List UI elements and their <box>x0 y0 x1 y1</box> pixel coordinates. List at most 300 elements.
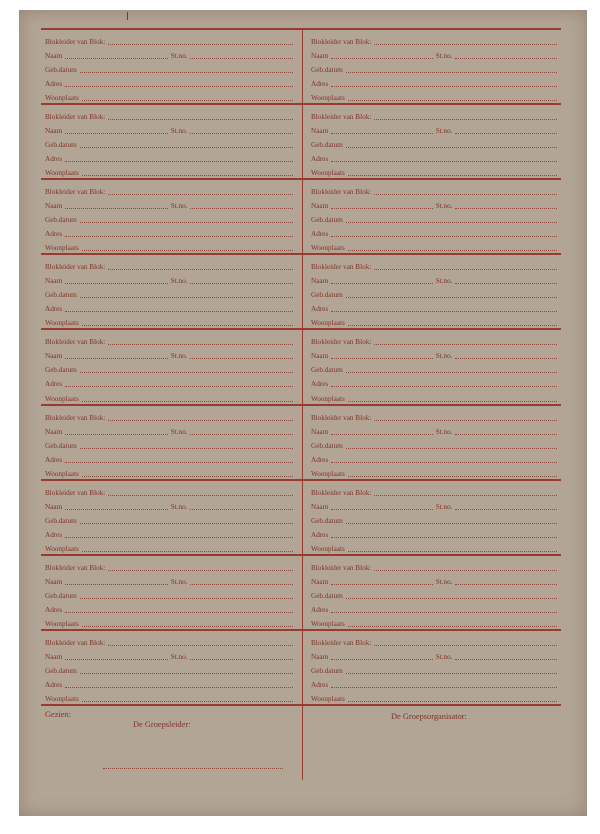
gebdatum-row <box>45 136 293 150</box>
blokleider-label: Blokleider van Blok: <box>45 563 106 572</box>
blokleider-label: Blokleider van Blok: <box>311 188 372 197</box>
adres-row <box>45 300 293 314</box>
gebdatum-field[interactable] <box>80 297 293 298</box>
ink-mark <box>127 12 128 20</box>
naam-field[interactable] <box>65 584 168 585</box>
woonplaats-field[interactable] <box>82 100 293 101</box>
gebdatum-row <box>45 437 293 451</box>
woonplaats-label: Woonplaats <box>311 469 345 478</box>
gebdatum-row <box>311 136 557 150</box>
adres-label: Adres <box>311 455 329 464</box>
stno-label: St.no. <box>170 277 188 286</box>
blokleider-field[interactable] <box>374 645 557 646</box>
woonplaats-label: Woonplaats <box>311 169 345 178</box>
blokleider-row <box>45 258 293 272</box>
woonplaats-row <box>45 465 293 479</box>
gebdatum-row <box>311 437 557 451</box>
blokleider-row <box>311 183 557 197</box>
woonplaats-field[interactable] <box>348 626 557 627</box>
woonplaats-row <box>45 390 293 404</box>
signature-line[interactable] <box>103 768 283 769</box>
woonplaats-field[interactable] <box>348 100 557 101</box>
woonplaats-field[interactable] <box>348 476 557 477</box>
naam-field[interactable] <box>331 283 433 284</box>
naam-label: Naam <box>45 427 63 436</box>
gebdatum-row <box>311 61 557 75</box>
stno-field[interactable] <box>455 434 557 435</box>
gebdatum-field[interactable] <box>346 448 557 449</box>
blokleider-label: Blokleider van Blok: <box>311 638 372 647</box>
naam-label: Naam <box>311 52 329 61</box>
gebdatum-field[interactable] <box>80 598 293 599</box>
woonplaats-row <box>311 690 557 704</box>
entry-block <box>41 105 301 180</box>
naam-label: Naam <box>45 652 63 661</box>
gebdatum-label: Geb.datum <box>45 141 77 150</box>
stno-field[interactable] <box>190 208 293 209</box>
adres-row <box>311 451 557 465</box>
blokleider-row <box>45 559 293 573</box>
woonplaats-label: Woonplaats <box>45 94 79 103</box>
blokleider-label: Blokleider van Blok: <box>45 638 106 647</box>
stno-field[interactable] <box>455 133 557 134</box>
blokleider-label: Blokleider van Blok: <box>45 488 106 497</box>
blokleider-field[interactable] <box>108 119 293 120</box>
entry-block <box>41 406 301 481</box>
adres-field[interactable] <box>65 86 293 87</box>
paper-sheet <box>19 10 587 816</box>
gebdatum-label: Geb.datum <box>311 591 343 600</box>
blokleider-label: Blokleider van Blok: <box>45 38 106 46</box>
blokleider-label: Blokleider van Blok: <box>311 413 372 422</box>
naam-row <box>45 648 293 662</box>
woonplaats-label: Woonplaats <box>311 94 345 103</box>
adres-label: Adres <box>311 305 329 314</box>
naam-field[interactable] <box>65 283 168 284</box>
blokleider-label: Blokleider van Blok: <box>45 188 106 197</box>
blokleider-field[interactable] <box>374 194 557 195</box>
gebdatum-row <box>311 286 557 300</box>
woonplaats-label: Woonplaats <box>311 394 345 403</box>
stno-field[interactable] <box>190 584 293 585</box>
stno-label: St.no. <box>435 352 453 361</box>
stno-field[interactable] <box>455 584 557 585</box>
adres-row <box>311 375 557 389</box>
adres-label: Adres <box>311 380 329 389</box>
naam-label: Naam <box>311 502 329 511</box>
naam-row <box>45 47 293 61</box>
stno-field[interactable] <box>190 434 293 435</box>
blokleider-field[interactable] <box>108 420 293 421</box>
naam-row <box>311 573 557 587</box>
blokleider-row <box>311 108 557 122</box>
blokleider-label: Blokleider van Blok: <box>311 563 372 572</box>
adres-field[interactable] <box>65 612 293 613</box>
naam-field[interactable] <box>65 133 168 134</box>
woonplaats-field[interactable] <box>348 175 557 176</box>
naam-label: Naam <box>311 202 329 211</box>
adres-label: Adres <box>45 80 63 89</box>
blokleider-field[interactable] <box>108 570 293 571</box>
adres-field[interactable] <box>65 161 293 162</box>
adres-row <box>45 451 293 465</box>
adres-label: Adres <box>45 155 63 164</box>
gebdatum-label: Geb.datum <box>45 591 77 600</box>
blokleider-field[interactable] <box>108 194 293 195</box>
naam-row <box>45 272 293 286</box>
woonplaats-row <box>45 239 293 253</box>
adres-field[interactable] <box>331 386 557 387</box>
gebdatum-field[interactable] <box>346 673 557 674</box>
blokleider-row <box>311 33 557 47</box>
blokleider-field[interactable] <box>374 269 557 270</box>
adres-field[interactable] <box>331 537 557 538</box>
blokleider-field[interactable] <box>108 269 293 270</box>
adres-row <box>311 150 557 164</box>
blokleider-label: Blokleider van Blok: <box>45 113 106 122</box>
adres-label: Adres <box>311 155 329 164</box>
woonplaats-field[interactable] <box>82 401 293 402</box>
naam-field[interactable] <box>331 659 433 660</box>
naam-row <box>311 272 557 286</box>
entry-block <box>301 105 561 180</box>
blokleider-field[interactable] <box>374 570 557 571</box>
woonplaats-row <box>311 164 557 178</box>
gebdatum-row <box>45 61 293 75</box>
blokleider-field[interactable] <box>108 645 293 646</box>
naam-field[interactable] <box>65 58 168 59</box>
blokleider-row <box>311 258 557 272</box>
naam-row <box>45 573 293 587</box>
stno-field[interactable] <box>190 358 293 359</box>
woonplaats-label: Woonplaats <box>45 544 79 553</box>
naam-field[interactable] <box>65 208 168 209</box>
stno-label: St.no. <box>435 127 453 136</box>
adres-label: Adres <box>311 680 329 689</box>
naam-row <box>311 47 557 61</box>
adres-row <box>45 676 293 690</box>
naam-field[interactable] <box>65 509 168 510</box>
stno-field[interactable] <box>455 358 557 359</box>
blokleider-row <box>311 409 557 423</box>
adres-field[interactable] <box>331 161 557 162</box>
stno-field[interactable] <box>190 659 293 660</box>
woonplaats-row <box>311 465 557 479</box>
woonplaats-field[interactable] <box>348 250 557 251</box>
gebdatum-field[interactable] <box>346 297 557 298</box>
naam-row <box>45 423 293 437</box>
adres-label: Adres <box>45 605 63 614</box>
entry-block <box>41 30 301 105</box>
gebdatum-row <box>311 587 557 601</box>
gebdatum-field[interactable] <box>80 523 293 524</box>
stno-field[interactable] <box>190 58 293 59</box>
groepsorganisator-label: De Groepsorganisator: <box>391 712 467 721</box>
gebdatum-row <box>311 662 557 676</box>
adres-row <box>311 75 557 89</box>
gebdatum-field[interactable] <box>346 523 557 524</box>
gebdatum-field[interactable] <box>80 448 293 449</box>
woonplaats-field[interactable] <box>348 701 557 702</box>
adres-label: Adres <box>311 530 329 539</box>
woonplaats-label: Woonplaats <box>45 394 79 403</box>
naam-field[interactable] <box>65 659 168 660</box>
adres-label: Adres <box>45 455 63 464</box>
entry-block <box>301 556 561 631</box>
gebdatum-field[interactable] <box>80 222 293 223</box>
gebdatum-label: Geb.datum <box>45 666 77 675</box>
entry-block <box>41 330 301 405</box>
adres-field[interactable] <box>331 86 557 87</box>
gebdatum-label: Geb.datum <box>45 216 77 225</box>
gebdatum-row <box>45 361 293 375</box>
woonplaats-row <box>311 390 557 404</box>
blokleider-row <box>45 333 293 347</box>
woonplaats-row <box>311 615 557 629</box>
woonplaats-field[interactable] <box>348 325 557 326</box>
naam-field[interactable] <box>331 584 433 585</box>
naam-field[interactable] <box>65 434 168 435</box>
woonplaats-field[interactable] <box>348 551 557 552</box>
adres-field[interactable] <box>331 236 557 237</box>
adres-label: Adres <box>311 605 329 614</box>
gebdatum-field[interactable] <box>346 598 557 599</box>
stno-field[interactable] <box>190 133 293 134</box>
adres-field[interactable] <box>65 537 293 538</box>
blokleider-row <box>311 634 557 648</box>
gebdatum-field[interactable] <box>80 72 293 73</box>
woonplaats-label: Woonplaats <box>45 169 79 178</box>
stno-label: St.no. <box>435 427 453 436</box>
blokleider-row <box>45 409 293 423</box>
woonplaats-label: Woonplaats <box>45 244 79 253</box>
entry-block <box>41 180 301 255</box>
blokleider-label: Blokleider van Blok: <box>311 113 372 122</box>
naam-row <box>311 648 557 662</box>
blokleider-label: Blokleider van Blok: <box>45 263 106 272</box>
adres-row <box>311 526 557 540</box>
adres-field[interactable] <box>331 687 557 688</box>
woonplaats-field[interactable] <box>348 401 557 402</box>
groepsleider-label: De Groepsleider: <box>133 720 191 729</box>
adres-field[interactable] <box>65 386 293 387</box>
naam-row <box>45 122 293 136</box>
stno-field[interactable] <box>190 283 293 284</box>
woonplaats-label: Woonplaats <box>45 469 79 478</box>
adres-row <box>45 150 293 164</box>
naam-field[interactable] <box>65 358 168 359</box>
blokleider-field[interactable] <box>374 119 557 120</box>
adres-field[interactable] <box>331 462 557 463</box>
adres-row <box>311 225 557 239</box>
naam-row <box>311 347 557 361</box>
woonplaats-field[interactable] <box>82 626 293 627</box>
naam-label: Naam <box>45 52 63 61</box>
blokleider-field[interactable] <box>108 344 293 345</box>
stno-label: St.no. <box>435 577 453 586</box>
gebdatum-label: Geb.datum <box>45 441 77 450</box>
naam-label: Naam <box>45 277 63 286</box>
naam-row <box>45 197 293 211</box>
stno-field[interactable] <box>455 283 557 284</box>
stno-field[interactable] <box>190 509 293 510</box>
woonplaats-row <box>45 690 293 704</box>
gezien-label: Gezien: <box>45 710 72 719</box>
naam-row <box>45 347 293 361</box>
woonplaats-field[interactable] <box>82 476 293 477</box>
woonplaats-row <box>45 89 293 103</box>
woonplaats-row <box>45 164 293 178</box>
naam-field[interactable] <box>331 434 433 435</box>
entry-block <box>301 330 561 405</box>
blokleider-field[interactable] <box>108 495 293 496</box>
naam-label: Naam <box>311 427 329 436</box>
naam-label: Naam <box>311 277 329 286</box>
adres-label: Adres <box>311 230 329 239</box>
stno-field[interactable] <box>455 659 557 660</box>
naam-label: Naam <box>311 577 329 586</box>
blokleider-row <box>45 484 293 498</box>
adres-row <box>311 601 557 615</box>
stno-label: St.no. <box>435 52 453 61</box>
stno-label: St.no. <box>170 502 188 511</box>
adres-field[interactable] <box>65 462 293 463</box>
entry-grid <box>41 28 561 706</box>
gebdatum-field[interactable] <box>346 72 557 73</box>
woonplaats-label: Woonplaats <box>311 695 345 703</box>
woonplaats-field[interactable] <box>82 325 293 326</box>
entry-block <box>41 556 301 631</box>
naam-label: Naam <box>45 352 63 361</box>
gebdatum-row <box>311 361 557 375</box>
adres-field[interactable] <box>331 612 557 613</box>
gebdatum-row <box>45 662 293 676</box>
center-divider <box>302 28 303 780</box>
stno-label: St.no. <box>435 502 453 511</box>
stno-label: St.no. <box>170 427 188 436</box>
gebdatum-row <box>45 286 293 300</box>
gebdatum-label: Geb.datum <box>311 216 343 225</box>
entry-block <box>41 481 301 556</box>
adres-row <box>45 225 293 239</box>
naam-label: Naam <box>311 127 329 136</box>
gebdatum-label: Geb.datum <box>311 66 343 75</box>
gebdatum-label: Geb.datum <box>45 291 77 300</box>
gebdatum-field[interactable] <box>346 372 557 373</box>
gebdatum-row <box>45 211 293 225</box>
gebdatum-row <box>311 512 557 526</box>
naam-label: Naam <box>311 352 329 361</box>
adres-row <box>45 375 293 389</box>
woonplaats-field[interactable] <box>82 701 293 702</box>
adres-row <box>311 300 557 314</box>
gebdatum-label: Geb.datum <box>311 666 343 675</box>
stno-label: St.no. <box>170 202 188 211</box>
blokleider-field[interactable] <box>374 344 557 345</box>
gebdatum-label: Geb.datum <box>311 441 343 450</box>
woonplaats-label: Woonplaats <box>311 619 345 628</box>
blokleider-row <box>45 183 293 197</box>
gebdatum-field[interactable] <box>80 673 293 674</box>
gebdatum-field[interactable] <box>80 147 293 148</box>
stno-field[interactable] <box>455 509 557 510</box>
woonplaats-label: Woonplaats <box>45 619 79 628</box>
signature-footer <box>41 706 561 780</box>
gebdatum-label: Geb.datum <box>311 366 343 375</box>
entry-block <box>301 180 561 255</box>
stno-label: St.no. <box>170 352 188 361</box>
stno-field[interactable] <box>455 208 557 209</box>
entry-block <box>41 631 301 706</box>
woonplaats-label: Woonplaats <box>311 319 345 328</box>
adres-label: Adres <box>45 305 63 314</box>
blokleider-field[interactable] <box>374 495 557 496</box>
naam-label: Naam <box>45 127 63 136</box>
woonplaats-field[interactable] <box>82 175 293 176</box>
woonplaats-label: Woonplaats <box>45 695 79 703</box>
naam-row <box>311 498 557 512</box>
blokleider-row <box>311 484 557 498</box>
gebdatum-field[interactable] <box>346 222 557 223</box>
adres-field[interactable] <box>65 311 293 312</box>
adres-field[interactable] <box>65 236 293 237</box>
gebdatum-label: Geb.datum <box>45 516 77 525</box>
naam-field[interactable] <box>331 358 433 359</box>
entry-block <box>301 30 561 105</box>
adres-row <box>45 75 293 89</box>
blokleider-label: Blokleider van Blok: <box>311 263 372 272</box>
adres-row <box>45 601 293 615</box>
gebdatum-field[interactable] <box>80 372 293 373</box>
adres-label: Adres <box>45 680 63 689</box>
naam-field[interactable] <box>331 208 433 209</box>
naam-field[interactable] <box>331 509 433 510</box>
adres-label: Adres <box>45 230 63 239</box>
blokleider-field[interactable] <box>374 420 557 421</box>
woonplaats-row <box>311 314 557 328</box>
adres-field[interactable] <box>65 687 293 688</box>
stno-label: St.no. <box>170 52 188 61</box>
naam-field[interactable] <box>331 58 433 59</box>
adres-label: Adres <box>45 530 63 539</box>
blokleider-field[interactable] <box>108 44 293 45</box>
woonplaats-label: Woonplaats <box>311 244 345 253</box>
blokleider-row <box>45 634 293 648</box>
woonplaats-field[interactable] <box>82 551 293 552</box>
gebdatum-row <box>311 211 557 225</box>
naam-label: Naam <box>311 652 329 661</box>
woonplaats-field[interactable] <box>82 250 293 251</box>
woonplaats-row <box>311 239 557 253</box>
gebdatum-label: Geb.datum <box>311 516 343 525</box>
adres-row <box>311 676 557 690</box>
naam-field[interactable] <box>331 133 433 134</box>
stno-label: St.no. <box>435 652 453 661</box>
entry-block <box>301 631 561 706</box>
gebdatum-label: Geb.datum <box>45 366 77 375</box>
stno-field[interactable] <box>455 58 557 59</box>
gebdatum-field[interactable] <box>346 147 557 148</box>
gebdatum-label: Geb.datum <box>311 291 343 300</box>
naam-label: Naam <box>45 502 63 511</box>
adres-label: Adres <box>45 380 63 389</box>
naam-label: Naam <box>45 202 63 211</box>
naam-label: Naam <box>45 577 63 586</box>
woonplaats-label: Woonplaats <box>311 544 345 553</box>
stno-label: St.no. <box>170 127 188 136</box>
adres-field[interactable] <box>331 311 557 312</box>
blokleider-field[interactable] <box>374 44 557 45</box>
